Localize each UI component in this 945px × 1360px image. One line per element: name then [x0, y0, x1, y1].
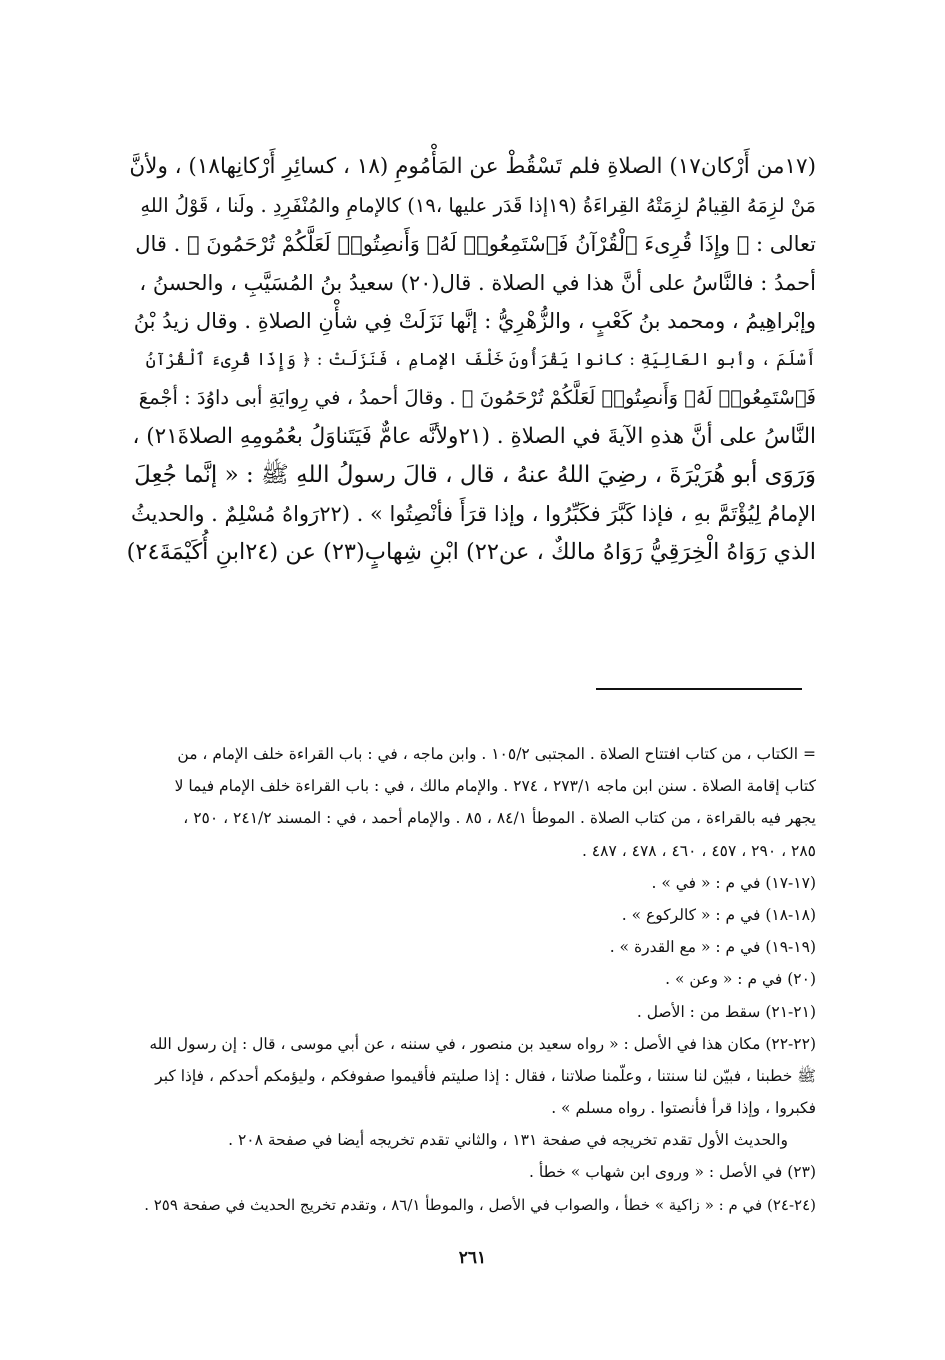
main-text-line: النَّاسُ على أنَّ هذهِ الآيةَ في الصلاةِ . (٢١ولأنَّه عامٌّ فَيَتَناوَلُ بعُمُومِهِ الصلاةَ٢١) ،: [132, 423, 816, 449]
main-text-block: [128, 148, 816, 572]
footnote-line: (١٩-١٩) في م : « مع القدرة » .: [609, 938, 816, 957]
main-text-line: (١٧من أَرْكان١٧) الصلاةِ فلم تَسْقُطْ عن المَأْمُومِ (١٨ ، كسائِرِ أَرْكانِها١٨) ، ولأنَّ: [129, 154, 816, 179]
main-text-line: أَسْلَمَ ، وأبو العَالِيَةِ : كانوا يَقْرَأُونَ خَلْفَ الإمامِ ، فَنَزَلَتْ : ﴿ وَإِذَا قُرِىءَ ٱلْقُرْآنُ: [145, 349, 816, 370]
footnote-line: كتاب إقامة الصلاة . سنن ابن ماجه ٢٧٣/١ ، ٢٧٤ . والإمام مالك ، في : باب القراءة خلف الإمام فيما لا: [174, 777, 816, 796]
footnote-line: يجهر فيه بالقراءة ، من كتاب الصلاة . الموطأ ٨٤/١ ، ٨٥ . والإمام أحمد ، في : المسند ٢٤١/٢ ، ٢٥٠ ،: [183, 809, 816, 828]
main-text-line: أحمدُ : فالنَّاسُ على أنَّ هذا في الصلاة . قال(٢٠) سعيدُ بنُ المُسَيَّبِ ، والحسنُ ،: [139, 270, 816, 295]
main-text-line: وَرَوَى أبو هُرَيْرَةَ ، رضِيَ اللهُ عنهُ ، قال ، قالَ رسولُ اللهِ ﷺ : « إنَّما جُعِلَ: [134, 462, 816, 488]
footnote-line: (٢٣) في الأصل : « وروى ابن شهاب » خطأ .: [529, 1163, 816, 1182]
footnote-line: (١٧-١٧) في م : « في » .: [651, 873, 816, 892]
footnote-line: (٢٢-٢٢) مكان هذا في الأصل : « رواه سعيد بن منصور ، في سننه ، عن أبي موسى ، قال : إن رسول الله: [149, 1034, 816, 1053]
footnotes-block: [128, 738, 816, 1221]
footnote-line: (٢٤-٢٤) في م : « زاكية » خطأ ، والصواب في الأصل ، والموطأ ٨٦/١ ، وتقدم تخريج الحديث في صفحة ٢٥٩ .: [144, 1195, 816, 1214]
main-text-line: الذي رَوَاهُ الْخِرَقِيُّ رَوَاهُ مالكٌ ، عن٢٢) ابْنِ شِهابٍ(٢٣) عن (٢٤ابنِ أُكَيْمَةَ٢٤): [126, 539, 816, 565]
footnote-line: ٢٨٥ ، ٢٩٠ ، ٤٥٧ ، ٤٦٠ ، ٤٧٨ ، ٤٨٧ .: [581, 841, 816, 860]
main-text-line: الإمامُ لِيُؤْتَمَّ بهِ ، فإذا كَبَّرَ فكَبِّرُوا ، وإذا قرَأَ فأنْصِتُوا » . (٢٢رَواهُ مُسْلِمٌ . والحديثُ: [131, 501, 816, 526]
footnote-line: = الكتاب ، من كتاب افتتاح الصلاة . المجتبى ١٠٥/٢ . وابن ماجه ، في : باب القراءة خلف الإمام ، من: [177, 745, 816, 763]
footnote-line: (٢٠) في م : « وعن » .: [665, 970, 816, 989]
footnote-line: (١٨-١٨) في م : « كالركوع » .: [621, 905, 816, 924]
footnote-line: والحديث الأول تقدم تخريجه في صفحة ١٣١ ، والثاني تقدم تخريجه أيضا في صفحة ٢٠٨ .: [228, 1131, 788, 1150]
footnote-line: فكبروا ، وإذا قرأ فأنصتوا . رواه مسلم » .: [551, 1099, 816, 1118]
footnote-separator-rule: [596, 688, 802, 690]
main-text-line: تعالى : ﴿ وإِذَا قُرِىءَ ٱلْقُرْآنُ فَٱسْتَمِعُوا۟ لَهُۥ وَأَنصِتُوا۟ لَعَلَّكُمْ تُرْحَمُونَ ﴾ . قال: [135, 232, 816, 256]
main-text-line: فَٱسْتَمِعُوا۟ لَهُۥ وَأَنصِتُوا۟ لَعَلَّكُمْ تُرْحَمُونَ ﴾ . وقالَ أحمدُ ، في رِوايَةِ أبى داوُدَ : أجْمعَ: [138, 386, 816, 409]
main-text-line: وإبْراهِيمُ ، ومحمد بنُ كَعْبٍ ، والزُّهْرِيُّ : إنَّها نَزَلَتْ فِي شأْنِ الصلاةِ . وقال زيدُ بْنُ: [133, 309, 816, 333]
main-text-line: مَنْ لزِمَهُ القِيامُ لزِمَتْهُ القِراءَةُ (١٩إذا قَدَر عليها ،١٩) كالإمامِ والمُنْفَرِدِ . ولَنا ، قَوْلُ اللهِ: [140, 193, 816, 217]
footnote-line: (٢١-٢١) سقط من : الأصل .: [636, 1002, 816, 1021]
footnote-line: ﷺ خطبنا ، فبيّن لنا سنتنا ، وعلّمنا صلاتنا ، فقال : إذا صليتم فأقيموا صفوفكم ، وليؤمكم أحدكم ، فإذا كبر: [155, 1066, 816, 1085]
page-number: ٢٦١: [458, 1248, 487, 1268]
